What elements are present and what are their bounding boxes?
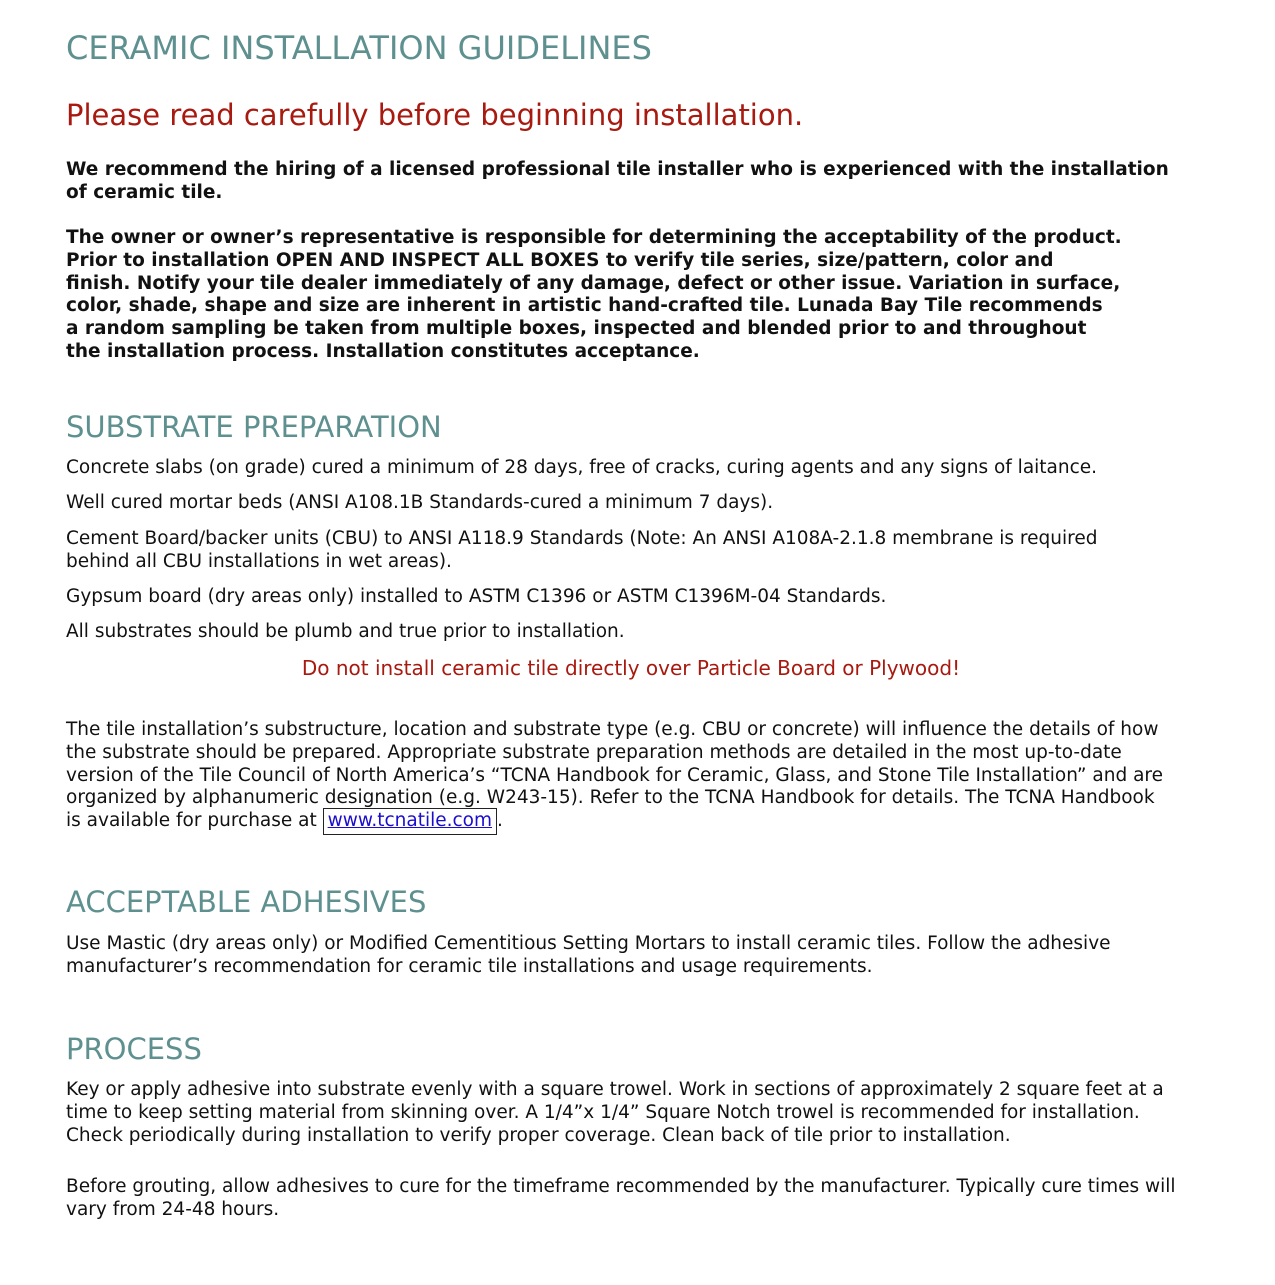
adhesives-paragraph: [66, 933, 1216, 979]
curing-paragraph: [66, 1176, 1216, 1222]
text-line: Concrete slabs (on grade) cured a minimum of 28 days, free of cracks, curing agents and any signs of laitance.: [66, 457, 1098, 478]
text-line: vary from 24-48 hours.: [66, 1198, 280, 1220]
text-line: of ceramic tile.: [66, 181, 223, 203]
recommendation-paragraph: [66, 159, 1216, 205]
text-line: behind all CBU installations in wet areas).: [66, 550, 452, 572]
warning-text: Do not install ceramic tile directly over Particle Board or Plywood!: [301, 656, 961, 680]
substrate-item: [66, 528, 1216, 574]
text-fragment: .: [497, 810, 503, 832]
text-line: finish. Notify your tile dealer immediately of any damage, defect or other issue. Variation in surface,: [66, 272, 1121, 294]
process-paragraph: [66, 1079, 1216, 1147]
text-line: version of the Tile Council of North America’s “TCNA Handbook for Ceramic, Glass, and Stone Tile Installation” and are: [66, 764, 1164, 786]
text-line: Key or apply adhesive into substrate evenly with a square trowel. Work in sections of approximately 2 square feet at a: [66, 1079, 1164, 1100]
process-heading: PROCESS: [66, 1032, 202, 1066]
substrate-item: [66, 492, 1216, 515]
substrate-item: [66, 621, 1216, 644]
text-line: time to keep setting material from skinning over. A 1/4”x 1/4” Square Notch trowel is recommended for installation.: [66, 1101, 1140, 1123]
text-line: organized by alphanumeric designation (e.g. W243-15). Refer to the TCNA Handbook for details. The TCNA Handbook: [66, 787, 1155, 809]
adhesives-heading: ACCEPTABLE ADHESIVES: [66, 885, 427, 919]
tcna-link[interactable]: www.tcnatile.com: [323, 808, 497, 835]
text-line: Well cured mortar beds (ANSI A108.1B Standards-cured a minimum 7 days).: [66, 492, 774, 513]
substrate-item: [66, 586, 1216, 609]
text-line: All substrates should be plumb and true prior to installation.: [66, 621, 625, 642]
responsibility-paragraph: [66, 227, 1216, 364]
text-line: The tile installation’s substructure, location and substrate type (e.g. CBU or concrete) will influence the details of how: [66, 719, 1159, 740]
text-line: color, shade, shape and size are inherent in artistic hand-crafted tile. Lunada Bay Tile recommends: [66, 295, 1103, 317]
substrate-heading: SUBSTRATE PREPARATION: [66, 410, 442, 444]
text-line: Gypsum board (dry areas only) installed to ASTM C1396 or ASTM C1396M-04 Standards.: [66, 586, 887, 607]
text-line: manufacturer’s recommendation for ceramic tile installations and usage requirements.: [66, 955, 873, 977]
text-line: a random sampling be taken from multiple boxes, inspected and blended prior to and throughout: [66, 318, 1087, 340]
text-line: The owner or owner’s representative is responsible for determining the acceptability of the product.: [66, 227, 1122, 248]
text-line: Check periodically during installation to verify proper coverage. Clean back of tile prior to installation.: [66, 1124, 1011, 1146]
text-line: the substrate should be prepared. Appropriate substrate preparation methods are detailed in the most up-to-date: [66, 741, 1122, 763]
text-line-with-link: [66, 810, 1216, 833]
text-line: Cement Board/backer units (CBU) to ANSI A118.9 Standards (Note: An ANSI A108A-2.1.8 membrane is required: [66, 528, 1098, 549]
substrate-detail-paragraph: [66, 719, 1216, 833]
text-line: the installation process. Installation constitutes acceptance.: [66, 340, 700, 362]
text-line: Prior to installation OPEN AND INSPECT ALL BOXES to verify tile series, size/pattern, color and: [66, 249, 1054, 271]
page-subtitle: Please read carefully before beginning installation.: [66, 98, 804, 132]
page-title: CERAMIC INSTALLATION GUIDELINES: [66, 29, 652, 67]
text-line: We recommend the hiring of a licensed professional tile installer who is experienced with the installation: [66, 159, 1169, 180]
substrate-item: [66, 457, 1216, 480]
text-line: Use Mastic (dry areas only) or Modified Cementitious Setting Mortars to install ceramic tiles. Follow the adhesive: [66, 933, 1111, 954]
text-line: Before grouting, allow adhesives to cure for the timeframe recommended by the manufacturer. Typically cure times will: [66, 1176, 1176, 1197]
text-fragment: is available for purchase at: [66, 810, 323, 832]
